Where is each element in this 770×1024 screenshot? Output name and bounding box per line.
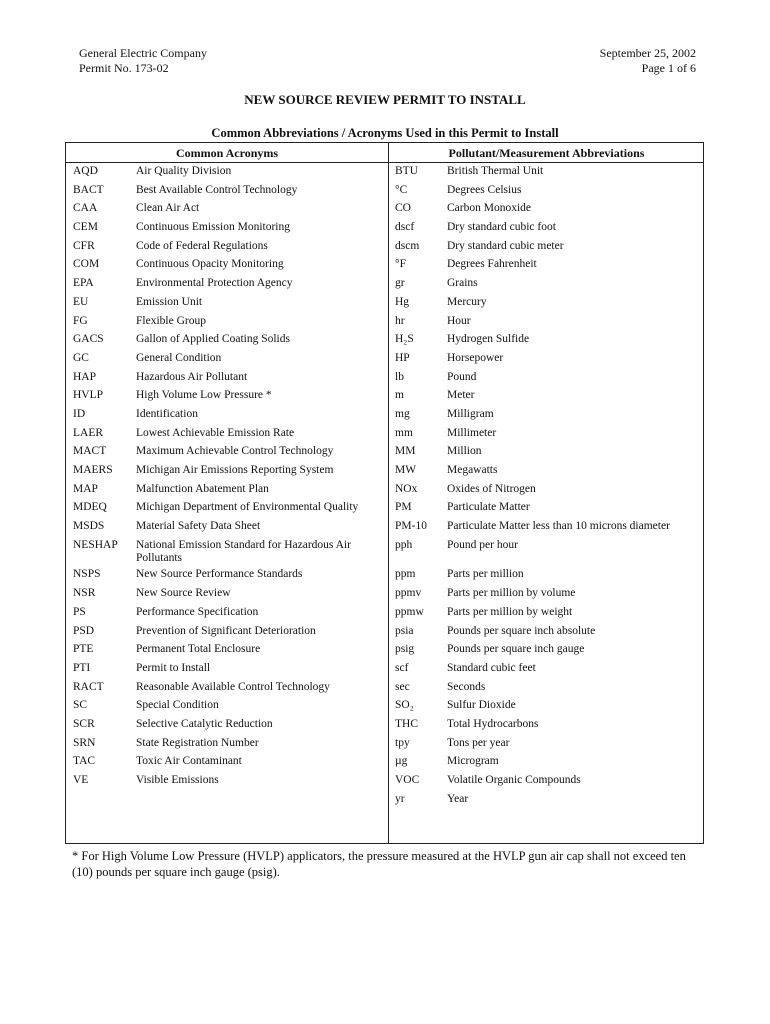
acronym-code: PTE <box>73 643 94 656</box>
acronym-code: HVLP <box>73 389 104 402</box>
acronym-desc: Maximum Achievable Control Technology <box>136 445 334 458</box>
acronym-code: MSDS <box>73 520 105 533</box>
acronym-code: TAC <box>73 755 96 768</box>
acronym-desc: Gallon of Applied Coating Solids <box>136 333 290 346</box>
acronym-row <box>73 625 385 638</box>
measurement-row <box>395 718 703 731</box>
acronym-desc: Michigan Department of Environmental Quality <box>136 501 359 514</box>
acronym-code: NSPS <box>73 568 101 581</box>
acronym-row <box>73 315 385 328</box>
measurement-code: Hg <box>395 295 410 308</box>
acronym-code: NSR <box>73 587 96 600</box>
measurement-code: yr <box>395 792 405 805</box>
measurement-desc: Oxides of Nitrogen <box>447 482 536 495</box>
measurement-row <box>395 184 703 197</box>
measurement-desc: Volatile Organic Compounds <box>447 774 581 786</box>
acronym-desc: Selective Catalytic Reduction <box>136 717 273 730</box>
measurement-code: m <box>395 389 404 402</box>
measurement-code: mm <box>395 426 413 439</box>
acronym-desc: Material Safety Data Sheet <box>136 520 261 533</box>
acronym-desc: Toxic Air Contaminant <box>136 755 242 768</box>
measurement-desc: Mercury <box>447 295 487 308</box>
measurement-code: tpy <box>395 736 410 749</box>
header-left <box>79 46 207 76</box>
measurements-column-header: Pollutant/Measurement Abbreviations <box>448 146 645 160</box>
measurement-code: sec <box>395 680 410 693</box>
acronym-row <box>73 587 385 600</box>
measurement-desc: Degrees Celsius <box>447 183 522 196</box>
measurement-row <box>395 445 703 458</box>
measurement-code: H₂S <box>395 333 414 346</box>
measurement-code: scf <box>395 661 409 674</box>
measurement-desc: Pound per hour <box>447 538 518 551</box>
acronym-row <box>73 296 385 309</box>
measurement-desc: Dry standard cubic meter <box>447 239 564 252</box>
acronym-desc: General Condition <box>136 351 222 364</box>
measurement-code: ppm <box>395 568 416 581</box>
acronym-code: SCR <box>73 717 95 730</box>
measurement-row <box>395 389 703 402</box>
acronym-code: NESHAP <box>73 538 118 551</box>
measurement-desc: Parts per million <box>447 568 524 581</box>
measurement-row <box>395 625 703 638</box>
acronym-code: PTI <box>73 661 91 674</box>
header-rule <box>66 162 703 163</box>
acronym-row <box>73 539 385 565</box>
acronym-row <box>73 277 385 290</box>
measurement-code: mg <box>395 407 410 420</box>
measurement-row <box>395 165 703 178</box>
measurement-code: SO₂ <box>395 699 414 712</box>
page-title: NEW SOURCE REVIEW PERMIT TO INSTALL <box>244 92 526 107</box>
acronym-code: MAERS <box>73 464 113 476</box>
measurement-code: HP <box>395 351 410 364</box>
acronym-desc: Special Condition <box>136 699 219 712</box>
acronym-desc: Permit to Install <box>136 661 211 674</box>
measurement-row <box>395 483 703 496</box>
measurement-code: °F <box>395 258 406 271</box>
acronym-row <box>73 389 385 402</box>
measurement-code: gr <box>395 277 405 290</box>
measurement-code: °C <box>395 183 408 196</box>
measurement-code: psia <box>395 624 414 637</box>
measurement-desc: Total Hydrocarbons <box>447 717 539 730</box>
measurement-desc: Degrees Fahrenheit <box>447 258 537 271</box>
acronym-row <box>73 681 385 694</box>
acronym-desc: Visible Emissions <box>136 774 219 786</box>
acronym-row <box>73 774 385 787</box>
acronym-row <box>73 240 385 253</box>
acronym-desc: Code of Federal Regulations <box>136 239 268 252</box>
acronym-row <box>73 718 385 731</box>
page-subtitle: Common Abbreviations / Acronyms Used in this Permit to Install <box>211 126 559 140</box>
acronym-code: MDEQ <box>73 501 107 514</box>
measurements-list <box>395 165 703 806</box>
acronym-row <box>73 202 385 215</box>
measurement-code: NOx <box>395 482 418 495</box>
measurement-row <box>395 333 703 346</box>
measurement-desc: British Thermal Unit <box>447 165 544 177</box>
measurement-code: dscf <box>395 221 415 234</box>
measurement-desc: Carbon Monoxide <box>447 202 532 215</box>
measurement-row <box>395 258 703 271</box>
measurement-row <box>395 793 703 806</box>
measurement-row <box>395 501 703 514</box>
measurement-row <box>395 221 703 234</box>
acronym-row <box>73 352 385 365</box>
acronym-row <box>73 445 385 458</box>
acronym-row <box>73 483 385 496</box>
acronym-desc: Reasonable Available Control Technology <box>136 680 330 693</box>
measurement-code: VOC <box>395 774 420 786</box>
measurement-row <box>395 587 703 600</box>
acronym-desc: Clean Air Act <box>136 202 200 215</box>
measurement-code: BTU <box>395 165 418 177</box>
acronym-row <box>73 165 385 178</box>
measurement-row <box>395 568 703 581</box>
measurement-desc: Meter <box>447 389 475 402</box>
measurement-code: PM-10 <box>395 520 427 533</box>
measurement-desc: Tons per year <box>447 736 510 749</box>
measurement-desc: Hour <box>447 314 471 327</box>
acronym-row <box>73 184 385 197</box>
measurement-code: ppmv <box>395 587 422 600</box>
acronym-row <box>73 333 385 346</box>
acronym-desc: High Volume Low Pressure * <box>136 389 272 402</box>
measurement-row <box>395 315 703 328</box>
permit-number: Permit No. 173-02 <box>79 61 169 75</box>
measurement-code: MW <box>395 464 417 476</box>
measurement-row <box>395 606 703 619</box>
measurement-desc: Grains <box>447 277 478 290</box>
acronym-desc: Environmental Protection Agency <box>136 277 293 290</box>
measurement-desc: Seconds <box>447 680 486 693</box>
acronym-code: GACS <box>73 333 104 346</box>
acronym-row <box>73 221 385 234</box>
acronym-code: HAP <box>73 370 97 383</box>
acronym-row <box>73 737 385 750</box>
acronym-row <box>73 662 385 675</box>
measurement-row <box>395 427 703 440</box>
acronym-desc: Identification <box>136 407 198 420</box>
acronym-code: LAER <box>73 426 104 439</box>
measurement-code: THC <box>395 717 418 730</box>
acronym-desc: Michigan Air Emissions Reporting System <box>136 464 334 476</box>
acronym-row <box>73 464 385 477</box>
acronym-row <box>73 568 385 581</box>
acronym-code: VE <box>73 774 89 786</box>
measurement-desc: Particulate Matter <box>447 501 530 514</box>
acronym-desc: Emission Unit <box>136 295 203 308</box>
acronym-code: CFR <box>73 239 95 252</box>
measurement-row <box>395 737 703 750</box>
acronym-desc: Hazardous Air Pollutant <box>136 370 248 383</box>
acronym-row <box>73 258 385 271</box>
acronym-row <box>73 643 385 656</box>
measurement-desc: Hydrogen Sulfide <box>447 333 530 346</box>
column-divider <box>388 143 389 843</box>
acronym-row <box>73 427 385 440</box>
acronym-code: MAP <box>73 482 98 495</box>
measurement-desc: Parts per million by weight <box>447 605 573 618</box>
measurement-row <box>395 539 703 552</box>
measurement-row <box>395 296 703 309</box>
measurement-code: µg <box>395 755 408 768</box>
measurement-desc: Microgram <box>447 755 499 768</box>
measurement-desc: Year <box>447 792 469 805</box>
acronym-desc: New Source Review <box>136 587 231 600</box>
measurement-row <box>395 774 703 787</box>
measurement-desc: Pound <box>447 370 477 383</box>
measurement-desc: Million <box>447 445 482 458</box>
acronym-code: CEM <box>73 221 98 234</box>
measurement-code: psig <box>395 643 415 656</box>
acronym-desc: Performance Specification <box>136 605 259 618</box>
acronym-row <box>73 371 385 384</box>
measurement-code: pph <box>395 538 413 551</box>
document-date: September 25, 2002 <box>599 46 696 60</box>
measurement-row <box>395 755 703 768</box>
measurement-row <box>395 464 703 477</box>
acronym-desc: Prevention of Significant Deterioration <box>136 624 316 637</box>
measurement-code: hr <box>395 314 405 327</box>
acronym-code: EU <box>73 295 89 308</box>
acronym-code: GC <box>73 351 89 364</box>
acronym-code: FG <box>73 314 88 327</box>
acronym-code: BACT <box>73 183 104 196</box>
measurement-code: ppmw <box>395 605 424 618</box>
acronym-row <box>73 606 385 619</box>
acronym-code: COM <box>73 258 100 271</box>
measurement-code: CO <box>395 202 411 215</box>
acronym-row <box>73 699 385 712</box>
measurement-desc: Millimeter <box>447 426 497 439</box>
acronym-desc: Best Available Control Technology <box>136 183 298 196</box>
measurement-code: PM <box>395 501 412 514</box>
acronym-code: PS <box>73 605 86 618</box>
acronym-code: ID <box>73 407 86 420</box>
measurement-desc: Megawatts <box>447 464 498 476</box>
acronym-desc: Malfunction Abatement Plan <box>136 482 269 495</box>
acronym-code: SRN <box>73 736 96 749</box>
abbreviations-table <box>65 142 704 844</box>
measurement-row <box>395 277 703 290</box>
header-right <box>600 46 696 76</box>
acronym-desc: Lowest Achievable Emission Rate <box>136 426 295 439</box>
measurement-desc: Pounds per square inch gauge <box>447 643 585 656</box>
acronym-code: PSD <box>73 624 95 637</box>
measurement-row <box>395 352 703 365</box>
acronym-row <box>73 501 385 514</box>
acronym-code: RACT <box>73 680 104 693</box>
acronym-desc: State Registration Number <box>136 736 259 749</box>
measurement-desc: Horsepower <box>447 351 504 364</box>
acronym-code: CAA <box>73 202 98 215</box>
acronym-code: SC <box>73 699 88 712</box>
measurement-desc: Pounds per square inch absolute <box>447 624 596 637</box>
measurement-desc: Milligram <box>447 407 494 420</box>
acronym-desc: Permanent Total Enclosure <box>136 643 261 656</box>
measurement-code: dscm <box>395 239 420 252</box>
acronym-row <box>73 520 385 533</box>
acronym-desc: Air Quality Division <box>136 165 232 177</box>
measurement-desc: Particulate Matter less than 10 microns diameter <box>447 520 670 533</box>
acronym-desc: Continuous Emission Monitoring <box>136 221 290 234</box>
measurement-code: MM <box>395 445 416 458</box>
acronym-desc: Continuous Opacity Monitoring <box>136 258 284 271</box>
acronym-code: AQD <box>73 165 98 177</box>
measurement-desc: Dry standard cubic foot <box>447 221 556 234</box>
acronyms-column-header: Common Acronyms <box>175 146 279 160</box>
measurement-row <box>395 371 703 384</box>
page-number: Page 1 of 6 <box>641 61 696 75</box>
measurement-row <box>395 643 703 656</box>
acronym-code: EPA <box>73 277 94 290</box>
measurement-row <box>395 520 703 533</box>
acronym-row <box>73 755 385 768</box>
acronym-row <box>73 408 385 421</box>
company-name: General Electric Company <box>79 46 207 60</box>
footnote: * For High Volume Low Pressure (HVLP) applicators, the pressure measured at the HVLP gun air cap shall not exceed ten (10) pounds per square inch gauge (psig). <box>72 849 686 879</box>
acronyms-list <box>73 165 385 787</box>
measurement-desc: Sulfur Dioxide <box>447 699 516 712</box>
measurement-code: lb <box>395 370 404 383</box>
measurement-row <box>395 408 703 421</box>
measurement-row <box>395 681 703 694</box>
acronym-desc: New Source Performance Standards <box>136 568 303 581</box>
measurement-desc: Parts per million by volume <box>447 587 576 600</box>
acronym-desc: National Emission Standard for Hazardous Air Pollutants <box>136 538 351 564</box>
measurement-row <box>395 699 703 712</box>
measurement-desc: Standard cubic feet <box>447 661 536 674</box>
measurement-row <box>395 662 703 675</box>
measurement-row <box>395 240 703 253</box>
acronym-code: MACT <box>73 445 107 458</box>
measurement-row <box>395 202 703 215</box>
acronym-desc: Flexible Group <box>136 314 206 327</box>
